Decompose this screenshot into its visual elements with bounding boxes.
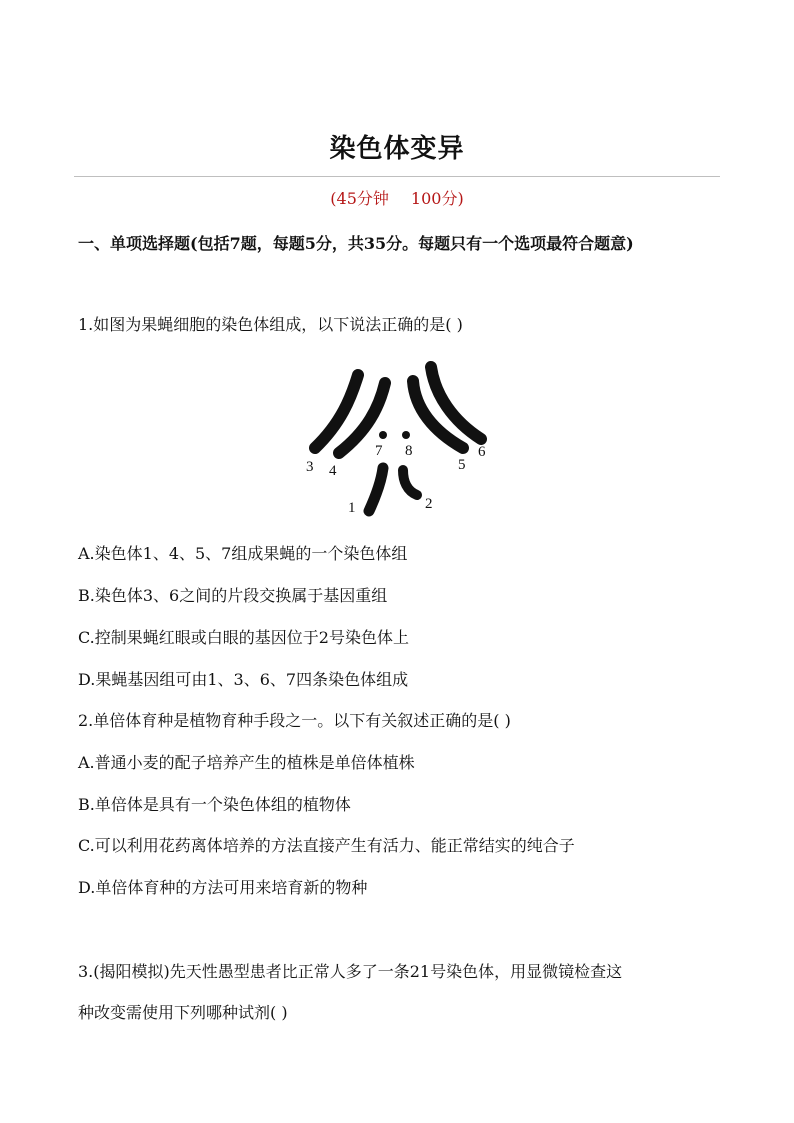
figure-label: 1 — [348, 500, 356, 516]
total-score: 100分) — [410, 189, 464, 208]
title-divider — [74, 176, 720, 177]
question-2-option-a: A.普通小麦的配子培养产生的植株是单倍体植株 — [78, 753, 415, 772]
question-3-stem-line-2: 种改变需使用下列哪种试剂( ) — [78, 1003, 288, 1022]
chromosome-2 — [403, 470, 417, 495]
question-1-option-b: B.染色体3、6之间的片段交换属于基因重组 — [78, 586, 388, 605]
figure-label: 3 — [306, 459, 314, 475]
page-title: 染色体变异 — [329, 134, 465, 164]
question-1-stem: 1.如图为果蝇细胞的染色体组成，以下说法正确的是( ) — [78, 315, 463, 334]
question-2-option-b: B.单倍体是具有一个染色体组的植物体 — [78, 795, 351, 814]
section-heading: 一、单项选择题(包括7题，每题5分，共35分。每题只有一个选项最符合题意) — [78, 234, 634, 253]
figure-label: 7 — [375, 443, 383, 459]
figure-label: 5 — [458, 457, 466, 473]
question-2-stem: 2.单倍体育种是植物育种手段之一。以下有关叙述正确的是( ) — [78, 711, 511, 730]
question-2-option-c: C.可以利用花药离体培养的方法直接产生有活力、能正常结实的纯合子 — [78, 836, 575, 855]
chromosome-figure — [303, 353, 493, 525]
figure-label: 2 — [425, 496, 433, 512]
question-1-option-a: A.染色体1、4、5、7组成果蝇的一个染色体组 — [78, 544, 408, 563]
chromosome-1 — [369, 468, 383, 511]
question-3-stem-line-1: 3.(揭阳模拟)先天性愚型患者比正常人多了一条21号染色体，用显微镜检查这 — [78, 962, 623, 981]
exam-meta — [0, 186, 794, 209]
question-1-option-c: C.控制果蝇红眼或白眼的基因位于2号染色体上 — [78, 628, 409, 647]
chromosome-8 — [402, 431, 410, 439]
figure-label: 4 — [329, 463, 337, 479]
time-limit: (45分钟 — [330, 189, 389, 208]
question-1-option-d: D.果蝇基因组可由1、3、6、7四条染色体组成 — [78, 670, 409, 689]
figure-label: 8 — [405, 443, 413, 459]
chromosome-7 — [379, 431, 387, 439]
figure-label: 6 — [478, 444, 486, 460]
question-2-option-d: D.单倍体育种的方法可用来培育新的物种 — [78, 878, 368, 897]
